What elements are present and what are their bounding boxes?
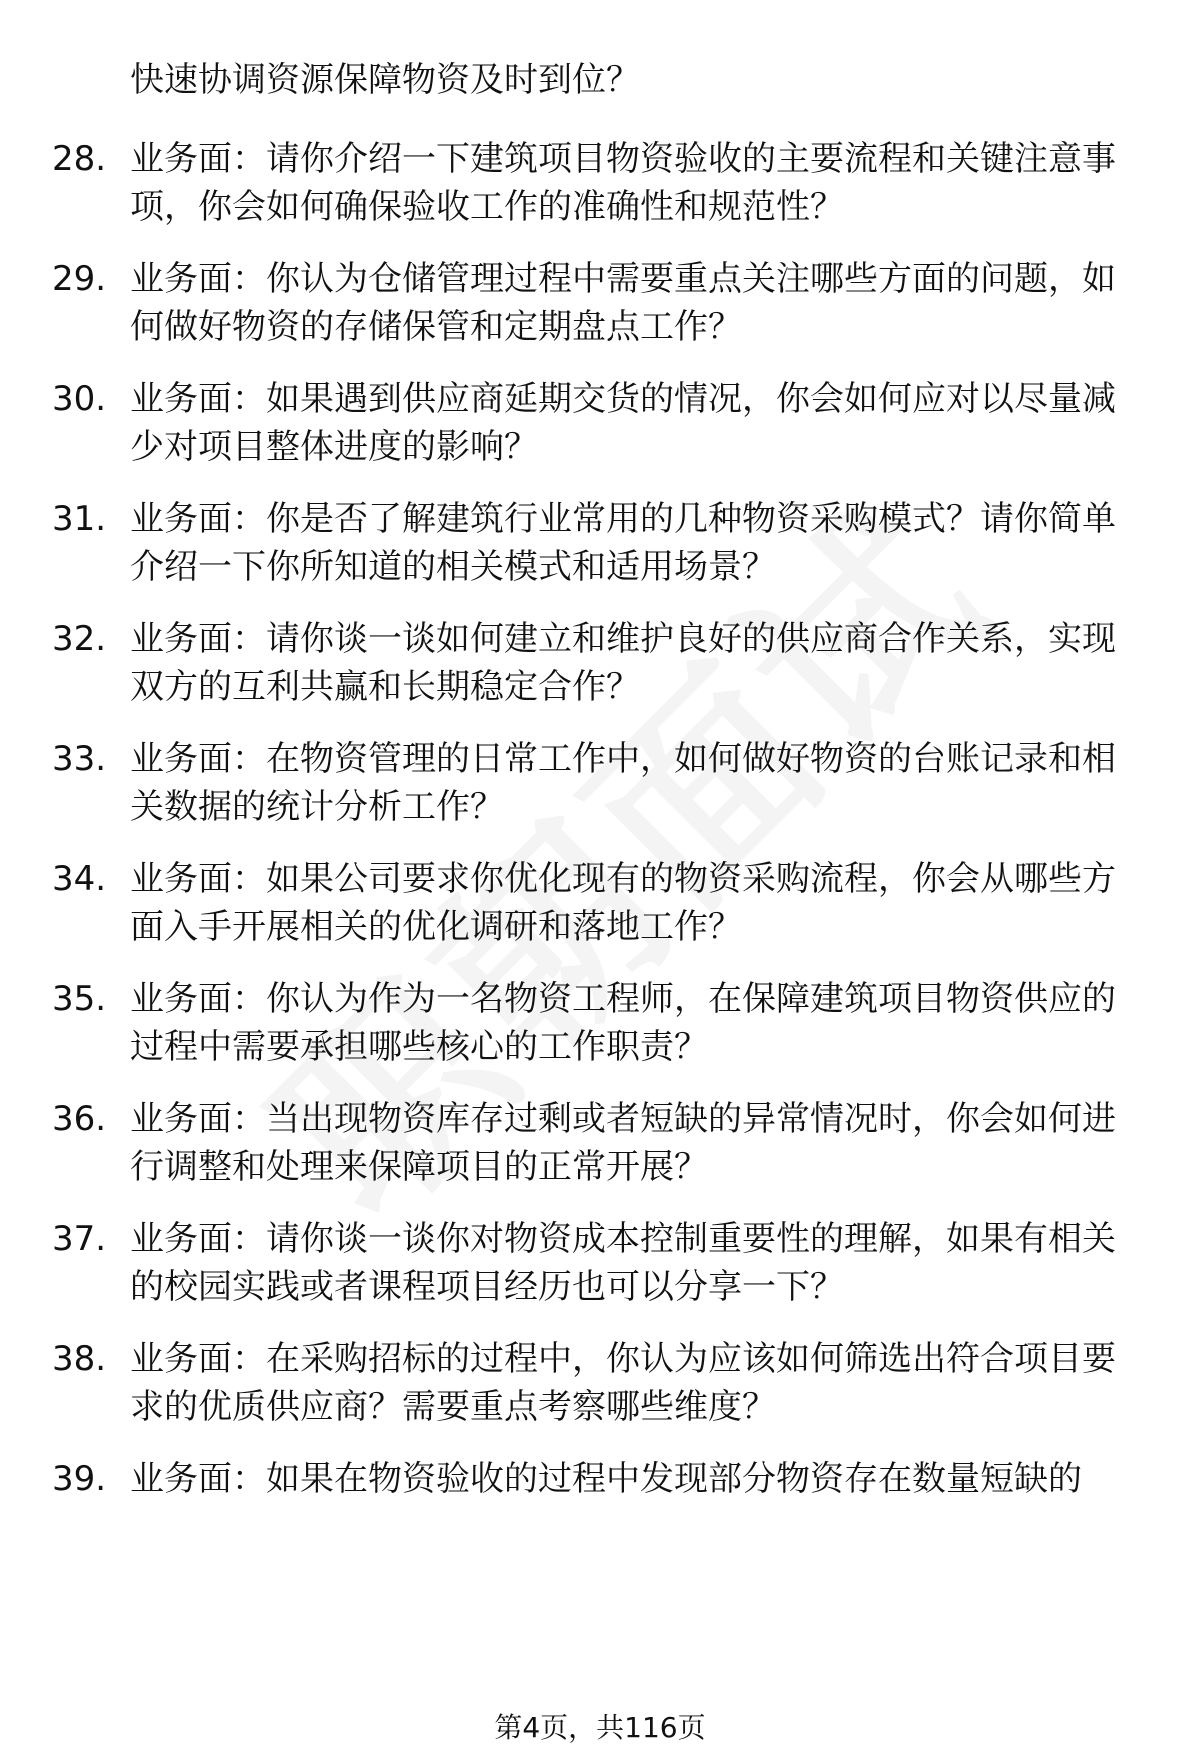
question-item [52,615,1142,711]
question-item [52,855,1142,951]
question-number: 29. [52,259,107,299]
question-item [52,135,1142,231]
question-number: 36. [52,1099,107,1139]
question-text: 业务面：在物资管理的日常工作中，如何做好物资的台账记录和相关数据的统计分析工作？ [130,739,1116,827]
question-text: 业务面：你是否了解建筑行业常用的几种物资采购模式？请你简单介绍一下你所知道的相关模式和适用场景？ [130,499,1116,587]
question-number: 38. [52,1339,107,1379]
question-text: 业务面：请你介绍一下建筑项目物资验收的主要流程和关键注意事项，你会如何确保验收工作的准确性和规范性？ [130,139,1116,227]
question-number: 35. [52,979,107,1019]
question-number: 33. [52,739,107,779]
question-item [52,1455,1142,1503]
continuation-text: 快速协调资源保障物资及时到位？ [130,60,640,100]
question-text: 业务面：请你谈一谈你对物资成本控制重要性的理解，如果有相关的校园实践或者课程项目经历也可以分享一下？ [130,1219,1116,1307]
question-text: 业务面：你认为作为一名物资工程师，在保障建筑项目物资供应的过程中需要承担哪些核心的工作职责？ [130,979,1116,1067]
question-number: 34. [52,859,107,899]
question-number: 30. [52,379,107,419]
question-text: 业务面：如果在物资验收的过程中发现部分物资存在数量短缺的 [130,1459,1082,1499]
question-item [52,255,1142,351]
question-number: 37. [52,1219,107,1259]
question-item [52,735,1142,831]
question-item [52,975,1142,1071]
question-number: 31. [52,499,107,539]
question-item [52,495,1142,591]
question-text: 业务面：你认为仓储管理过程中需要重点关注哪些方面的问题，如何做好物资的存储保管和定期盘点工作？ [130,259,1116,347]
page-footer: 第4页，共116页 [494,1711,706,1744]
question-text: 业务面：请你谈一谈如何建立和维护良好的供应商合作关系，实现双方的互利共赢和长期稳定合作？ [130,619,1116,707]
question-text: 业务面：在采购招标的过程中，你认为应该如何筛选出符合项目要求的优质供应商？需要重点考察哪些维度？ [130,1339,1116,1427]
question-item [52,1095,1142,1191]
question-number: 39. [52,1459,107,1499]
question-number: 32. [52,619,107,659]
question-number: 28. [52,139,107,179]
question-text: 业务面：如果公司要求你优化现有的物资采购流程，你会从哪些方面入手开展相关的优化调研和落地工作？ [130,859,1116,947]
question-text: 业务面：如果遇到供应商延期交货的情况，你会如何应对以尽量减少对项目整体进度的影响？ [130,379,1116,467]
question-text: 业务面：当出现物资库存过剩或者短缺的异常情况时，你会如何进行调整和处理来保障项目的正常开展？ [130,1099,1116,1187]
question-item [52,1215,1142,1311]
question-item [52,1335,1142,1431]
question-item [52,375,1142,471]
